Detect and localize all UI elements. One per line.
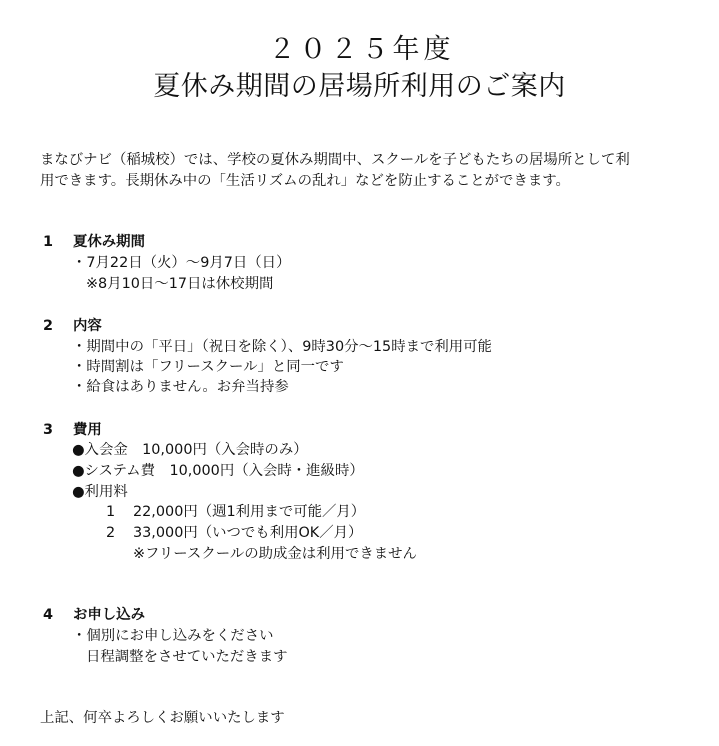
section-3-number: 3: [43, 422, 54, 438]
section-3-heading: [43, 420, 102, 440]
section-1-title: 夏休み期間: [73, 234, 145, 250]
section-2-number: 2: [43, 318, 54, 334]
section-4-item: 日程調整をさせていただきます: [86, 649, 288, 665]
fee-plan-text: 33,000円（いつでも利用OK／月）: [133, 525, 363, 541]
fee-item-usage: ●利用料: [72, 484, 128, 500]
section-3-title: 費用: [73, 422, 102, 438]
section-4-item: ・個別にお申し込みをください: [72, 628, 274, 644]
intro-line-1: まなびナビ（稲城校）では、学校の夏休み期間中、スクールを子どもたちの居場所として利: [40, 152, 630, 168]
section-2-heading: [43, 316, 102, 336]
fee-plan-number: 2: [106, 525, 116, 541]
section-1-note: ※8月10日〜17日は休校期間: [86, 276, 274, 292]
fee-item-system: ●システム費 10,000円（入会時・進級時）: [72, 463, 364, 479]
section-1-item: ・7月22日（火）〜9月7日（日）: [72, 255, 291, 271]
document-title-year: ２０２５年度: [268, 34, 455, 65]
section-1-heading: [43, 232, 145, 252]
fee-item-admission: ●入会金 10,000円（入会時のみ）: [72, 442, 308, 458]
intro-line-2: 用できます。長期休み中の「生活リズムの乱れ」などを防止することができます。: [40, 173, 570, 189]
fee-plan-1: [106, 502, 365, 522]
fee-plan-number: 1: [106, 504, 116, 520]
document-title: 夏休み期間の居場所利用のご案内: [153, 71, 566, 102]
section-2-item: ・給食はありません。お弁当持参: [72, 379, 289, 395]
section-2-title: 内容: [73, 318, 102, 334]
fee-plan-text: 22,000円（週1利用まで可能／月）: [133, 504, 366, 520]
closing-text: 上記、何卒よろしくお願いいたします: [40, 710, 285, 726]
section-4-number: 4: [43, 607, 54, 623]
section-2-item: ・時間割は「フリースクール」と同一です: [72, 359, 344, 375]
section-2-item: ・期間中の「平日」（祝日を除く）、9時30分〜15時まで利用可能: [72, 339, 492, 355]
section-4-title: お申し込み: [73, 607, 145, 623]
section-1-number: 1: [43, 234, 54, 250]
fee-plan-2: [106, 523, 362, 543]
section-4-heading: [43, 605, 145, 625]
fee-note: ※フリースクールの助成金は利用できません: [133, 546, 417, 562]
